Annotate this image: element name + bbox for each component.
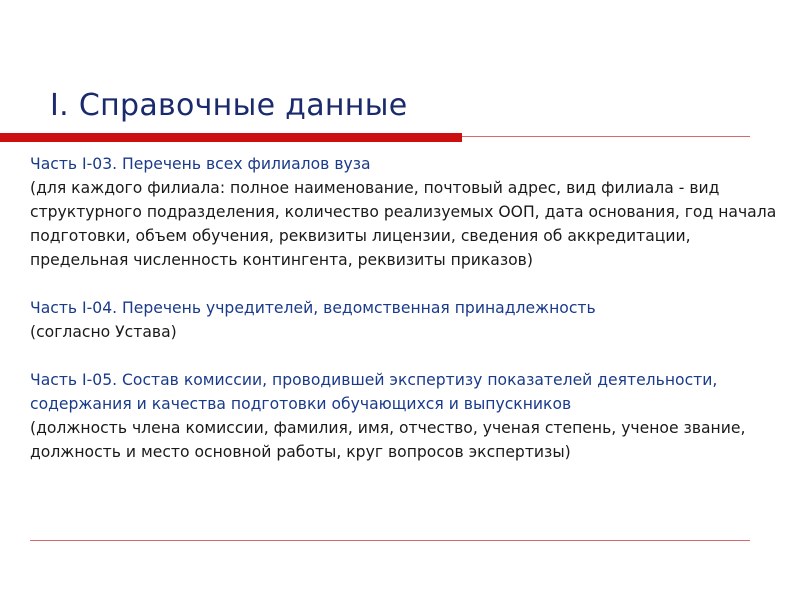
section-detail: (согласно Устава) <box>30 323 177 341</box>
title-accent-bar <box>0 133 462 142</box>
section-heading: Часть I-03. Перечень всех филиалов вуза <box>30 155 371 173</box>
title-accent-line <box>462 136 750 137</box>
section-detail: (должность члена комиссии, фамилия, имя, отчество, ученая степень, ученое звание, должность и место основной работы, круг вопросов экспертизы) <box>30 419 746 461</box>
section-detail: (для каждого филиала: полное наименование, почтовый адрес, вид филиала - вид структурного подразделения, количество реализуемых ООП, дата основания, год начала подготовки, объем обучения, реквизиты лицензии, сведения об аккредитации, предельная численность контингента, реквизиты приказов) <box>30 179 777 269</box>
section-heading: Часть I-04. Перечень учредителей, ведомственная принадлежность <box>30 299 596 317</box>
slide-body <box>30 152 780 464</box>
section-i-04 <box>30 296 780 344</box>
section-heading: Часть I-05. Состав комиссии, проводившей экспертизу показателей деятельности, содержания и качества подготовки обучающихся и выпускников <box>30 371 718 413</box>
bottom-divider <box>30 540 750 541</box>
slide-title: I. Справочные данные <box>50 88 408 123</box>
section-i-05 <box>30 368 780 464</box>
section-i-03 <box>30 152 780 272</box>
